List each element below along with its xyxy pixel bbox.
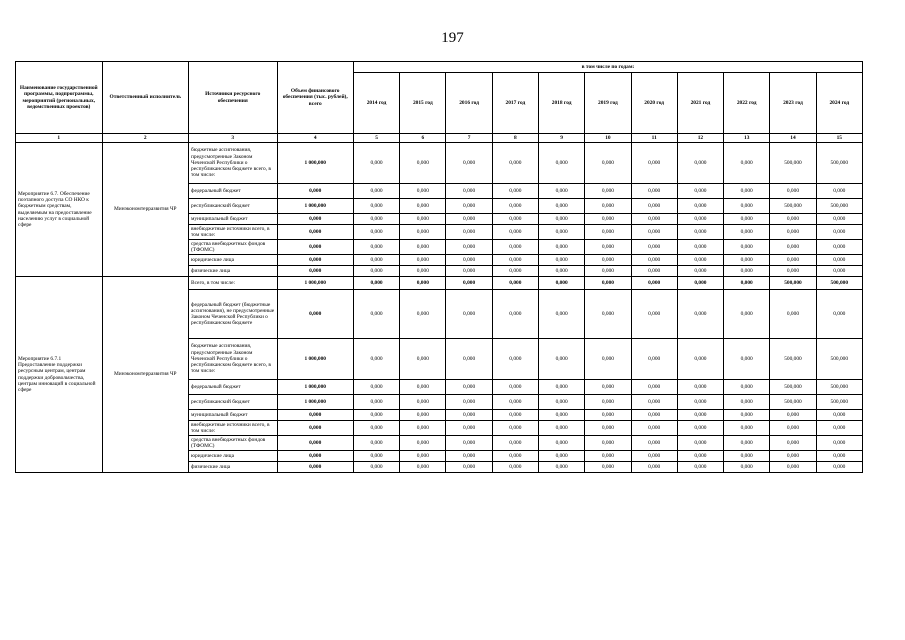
year-amount: 0,000 [400,214,446,225]
year-amount: 0,000 [353,240,399,255]
year-amount: 0,000 [770,290,816,339]
activity-name: Мероприятие 6.7. Обеспечение поэтапного доступа СО НКО к бюджетным средствам, выделяемым на предоставление населению услуг в социальной сфере [16,143,103,277]
year-amount: 0,000 [816,421,862,436]
year-amount: 0,000 [631,421,677,436]
activity-name: Мероприятие 6.7.1 Предоставление поддержки ресурсным центрам, центрам поддержки добровольчества, центрам инноваций в социальной сфере [16,277,103,473]
year-amount: 0,000 [585,214,631,225]
year-amount: 0,000 [724,421,770,436]
year-amount: 0,000 [492,277,538,290]
year-amount: 0,000 [770,225,816,240]
column-index: 12 [677,134,723,143]
year-amount: 0,000 [677,436,723,451]
header-year: 2022 год [724,73,770,134]
year-amount: 0,000 [724,255,770,266]
year-amount: 500,000 [816,395,862,410]
year-amount: 0,000 [539,421,585,436]
year-amount: 0,000 [724,380,770,395]
total-amount: 0,000 [277,410,353,421]
year-amount: 0,000 [631,184,677,199]
year-amount: 0,000 [400,380,446,395]
funding-source: федеральный бюджет [189,184,278,199]
year-amount: 0,000 [492,410,538,421]
year-amount: 0,000 [585,462,631,473]
year-amount: 0,000 [539,143,585,184]
header-year: 2018 год [539,73,585,134]
year-amount: 0,000 [492,462,538,473]
year-amount: 0,000 [724,214,770,225]
year-amount: 0,000 [585,339,631,380]
year-amount: 500,000 [816,380,862,395]
year-amount: 0,000 [446,199,492,214]
header-source: Источники ресурсного обеспечения [189,62,278,134]
year-amount: 0,000 [677,240,723,255]
funding-source: юридические лица [189,451,278,462]
total-amount: 0,000 [277,462,353,473]
year-amount: 0,000 [585,225,631,240]
column-index: 11 [631,134,677,143]
year-amount: 0,000 [446,451,492,462]
year-amount: 0,000 [400,436,446,451]
funding-source: республиканский бюджет [189,395,278,410]
total-amount: 0,000 [277,184,353,199]
year-amount: 0,000 [631,199,677,214]
year-amount: 0,000 [816,184,862,199]
year-amount: 0,000 [585,266,631,277]
year-amount: 0,000 [631,395,677,410]
header-year: 2015 год [400,73,446,134]
funding-source: муниципальный бюджет [189,410,278,421]
year-amount: 0,000 [400,421,446,436]
responsible-executor: Минэкономтерразвития ЧР [102,143,189,277]
year-amount: 0,000 [816,451,862,462]
total-amount: 1 000,000 [277,339,353,380]
year-amount: 0,000 [770,266,816,277]
year-amount: 0,000 [353,380,399,395]
table-row [16,143,863,184]
funding-source: Всего, в том числе: [189,277,278,290]
total-amount: 0,000 [277,266,353,277]
total-amount: 0,000 [277,255,353,266]
year-amount: 0,000 [585,395,631,410]
year-amount: 0,000 [724,143,770,184]
year-amount: 0,000 [585,240,631,255]
year-amount: 0,000 [539,266,585,277]
total-amount: 0,000 [277,240,353,255]
year-amount: 500,000 [770,199,816,214]
year-amount: 0,000 [585,421,631,436]
column-index: 10 [585,134,631,143]
year-amount: 0,000 [492,225,538,240]
year-amount: 0,000 [816,410,862,421]
year-amount: 0,000 [816,255,862,266]
year-amount: 0,000 [353,214,399,225]
year-amount: 0,000 [353,290,399,339]
funding-source: бюджетные ассигнования, предусмотренные Законом Чеченской Республики о республиканском бюджете всего, в том числе: [189,143,278,184]
year-amount: 0,000 [816,290,862,339]
year-amount: 0,000 [539,214,585,225]
year-amount: 500,000 [816,199,862,214]
budget-table [15,61,863,473]
year-amount: 0,000 [400,290,446,339]
year-amount: 0,000 [724,266,770,277]
year-amount: 0,000 [539,339,585,380]
year-amount: 0,000 [816,225,862,240]
column-index: 2 [102,134,189,143]
year-amount: 0,000 [539,290,585,339]
year-amount: 0,000 [400,451,446,462]
year-amount: 0,000 [631,266,677,277]
year-amount: 0,000 [677,421,723,436]
header-year: 2024 год [816,73,862,134]
total-amount: 1 000,000 [277,277,353,290]
year-amount: 0,000 [353,184,399,199]
year-amount: 0,000 [585,436,631,451]
column-index: 4 [277,134,353,143]
year-amount: 0,000 [446,339,492,380]
year-amount: 0,000 [631,290,677,339]
year-amount: 0,000 [770,462,816,473]
year-amount: 500,000 [770,277,816,290]
year-amount: 0,000 [631,240,677,255]
year-amount: 0,000 [770,214,816,225]
year-amount: 0,000 [446,184,492,199]
year-amount: 0,000 [492,380,538,395]
year-amount: 0,000 [446,240,492,255]
year-amount: 0,000 [677,214,723,225]
year-amount: 0,000 [446,421,492,436]
year-amount: 0,000 [492,395,538,410]
year-amount: 0,000 [816,214,862,225]
year-amount: 0,000 [353,277,399,290]
year-amount: 0,000 [492,184,538,199]
year-amount: 0,000 [770,436,816,451]
year-amount: 0,000 [539,395,585,410]
year-amount: 0,000 [400,339,446,380]
funding-source: бюджетные ассигнования, предусмотренные Законом Чеченской Республики о республиканском бюджете всего, в том числе: [189,339,278,380]
year-amount: 500,000 [770,143,816,184]
year-amount: 0,000 [585,451,631,462]
total-amount: 1 000,000 [277,395,353,410]
year-amount: 0,000 [446,436,492,451]
year-amount: 0,000 [446,462,492,473]
year-amount: 0,000 [446,395,492,410]
funding-source: средства внебюджетных фондов (ТФОМС) [189,436,278,451]
year-amount: 0,000 [446,214,492,225]
year-amount: 0,000 [724,451,770,462]
funding-source: физические лица [189,462,278,473]
year-amount: 0,000 [585,277,631,290]
year-amount: 0,000 [400,184,446,199]
year-amount: 0,000 [353,225,399,240]
year-amount: 0,000 [585,290,631,339]
year-amount: 0,000 [492,214,538,225]
funding-source: федеральный бюджет [189,380,278,395]
year-amount: 0,000 [446,380,492,395]
year-amount: 0,000 [353,410,399,421]
column-index: 6 [400,134,446,143]
total-amount: 0,000 [277,214,353,225]
year-amount: 0,000 [492,339,538,380]
year-amount: 0,000 [677,266,723,277]
year-amount: 500,000 [816,339,862,380]
year-amount: 0,000 [631,451,677,462]
header-year: 2016 год [446,73,492,134]
year-amount: 0,000 [677,380,723,395]
total-amount: 1 000,000 [277,199,353,214]
year-amount: 0,000 [631,380,677,395]
year-amount: 0,000 [677,290,723,339]
year-amount: 0,000 [446,143,492,184]
total-amount: 0,000 [277,225,353,240]
column-index: 3 [189,134,278,143]
year-amount: 0,000 [770,410,816,421]
column-index: 1 [16,134,103,143]
year-amount: 0,000 [446,225,492,240]
year-amount: 0,000 [353,255,399,266]
year-amount: 0,000 [539,436,585,451]
header-name: Наименование государственной программы, подпрограммы, мероприятий (региональных, ведомственных проектов) [16,62,103,134]
year-amount: 0,000 [770,421,816,436]
year-amount: 0,000 [585,380,631,395]
column-index: 14 [770,134,816,143]
year-amount: 0,000 [539,255,585,266]
funding-source: физические лица [189,266,278,277]
year-amount: 0,000 [539,380,585,395]
year-amount: 500,000 [770,339,816,380]
year-amount: 0,000 [492,240,538,255]
year-amount: 0,000 [492,266,538,277]
column-index: 7 [446,134,492,143]
total-amount: 0,000 [277,451,353,462]
total-amount: 0,000 [277,290,353,339]
column-index: 8 [492,134,538,143]
year-amount: 0,000 [631,339,677,380]
column-index: 5 [353,134,399,143]
year-amount: 500,000 [770,380,816,395]
year-amount: 0,000 [816,462,862,473]
year-amount: 0,000 [353,395,399,410]
year-amount: 0,000 [724,339,770,380]
year-amount: 0,000 [724,184,770,199]
year-amount: 0,000 [400,462,446,473]
year-amount: 0,000 [353,462,399,473]
year-amount: 0,000 [492,290,538,339]
year-amount: 0,000 [631,214,677,225]
year-amount: 0,000 [400,255,446,266]
year-amount: 0,000 [770,240,816,255]
year-amount: 0,000 [492,199,538,214]
funding-source: внебюджетные источники всего, в том числе: [189,225,278,240]
year-amount: 0,000 [446,410,492,421]
header-total: Объем финансового обеспечения (тыс. рублей), всего [277,62,353,134]
year-amount: 0,000 [492,451,538,462]
column-index: 15 [816,134,862,143]
year-amount: 0,000 [353,339,399,380]
year-amount: 0,000 [724,225,770,240]
header-executor: Ответственный исполнитель [102,62,189,134]
year-amount: 0,000 [539,277,585,290]
year-amount: 0,000 [677,395,723,410]
year-amount: 0,000 [677,277,723,290]
year-amount: 0,000 [585,410,631,421]
year-amount: 0,000 [816,266,862,277]
year-amount: 0,000 [400,410,446,421]
header-year: 2014 год [353,73,399,134]
header-year: 2023 год [770,73,816,134]
year-amount: 0,000 [353,451,399,462]
year-amount: 0,000 [724,436,770,451]
header-by-years: в том числе по годам: [353,62,862,73]
year-amount: 0,000 [816,436,862,451]
column-index: 9 [539,134,585,143]
year-amount: 0,000 [677,199,723,214]
year-amount: 0,000 [353,266,399,277]
year-amount: 0,000 [400,143,446,184]
year-amount: 500,000 [816,277,862,290]
total-amount: 1 000,000 [277,143,353,184]
year-amount: 0,000 [539,240,585,255]
year-amount: 0,000 [677,225,723,240]
year-amount: 0,000 [585,199,631,214]
year-amount: 0,000 [631,410,677,421]
year-amount: 0,000 [353,421,399,436]
funding-source: внебюджетные источники всего, в том числе: [189,421,278,436]
total-amount: 1 000,000 [277,380,353,395]
year-amount: 0,000 [539,225,585,240]
year-amount: 0,000 [770,184,816,199]
year-amount: 0,000 [724,410,770,421]
header-year: 2021 год [677,73,723,134]
year-amount: 0,000 [724,290,770,339]
year-amount: 0,000 [631,255,677,266]
year-amount: 0,000 [631,277,677,290]
year-amount: 0,000 [446,266,492,277]
year-amount: 500,000 [816,143,862,184]
total-amount: 0,000 [277,421,353,436]
year-amount: 0,000 [400,225,446,240]
year-amount: 0,000 [770,451,816,462]
year-amount: 0,000 [492,255,538,266]
year-amount: 0,000 [492,436,538,451]
year-amount: 0,000 [400,240,446,255]
year-amount: 0,000 [631,462,677,473]
year-amount: 0,000 [677,451,723,462]
year-amount: 0,000 [816,240,862,255]
year-amount: 0,000 [539,462,585,473]
year-amount: 0,000 [446,290,492,339]
year-amount: 0,000 [724,462,770,473]
year-amount: 0,000 [353,436,399,451]
funding-source: юридические лица [189,255,278,266]
year-amount: 0,000 [677,184,723,199]
year-amount: 0,000 [492,421,538,436]
year-amount: 0,000 [539,410,585,421]
year-amount: 0,000 [677,410,723,421]
year-amount: 0,000 [585,143,631,184]
year-amount: 0,000 [677,255,723,266]
column-index: 13 [724,134,770,143]
funding-source: федеральный бюджет (бюджетные ассигнования), не предусмотренные Законом Чеченской Республики о республиканском бюджете [189,290,278,339]
year-amount: 0,000 [631,225,677,240]
year-amount: 0,000 [400,395,446,410]
year-amount: 0,000 [677,143,723,184]
year-amount: 500,000 [770,395,816,410]
year-amount: 0,000 [492,143,538,184]
year-amount: 0,000 [353,199,399,214]
year-amount: 0,000 [724,199,770,214]
year-amount: 0,000 [539,451,585,462]
year-amount: 0,000 [677,462,723,473]
header-year: 2017 год [492,73,538,134]
year-amount: 0,000 [585,255,631,266]
funding-source: муниципальный бюджет [189,214,278,225]
year-amount: 0,000 [724,277,770,290]
year-amount: 0,000 [631,143,677,184]
year-amount: 0,000 [446,277,492,290]
responsible-executor: Минэкономтерразвития ЧР [102,277,189,473]
year-amount: 0,000 [677,339,723,380]
year-amount: 0,000 [353,143,399,184]
funding-source: средства внебюджетных фондов (ТФОМС) [189,240,278,255]
year-amount: 0,000 [400,266,446,277]
year-amount: 0,000 [446,255,492,266]
funding-source: республиканский бюджет [189,199,278,214]
year-amount: 0,000 [400,277,446,290]
year-amount: 0,000 [631,436,677,451]
table-row [16,277,863,290]
year-amount: 0,000 [724,395,770,410]
header-year: 2019 год [585,73,631,134]
page-number: 197 [441,30,464,46]
year-amount: 0,000 [585,184,631,199]
year-amount: 0,000 [539,199,585,214]
total-amount: 0,000 [277,436,353,451]
year-amount: 0,000 [770,255,816,266]
header-year: 2020 год [631,73,677,134]
year-amount: 0,000 [400,199,446,214]
year-amount: 0,000 [539,184,585,199]
year-amount: 0,000 [724,240,770,255]
